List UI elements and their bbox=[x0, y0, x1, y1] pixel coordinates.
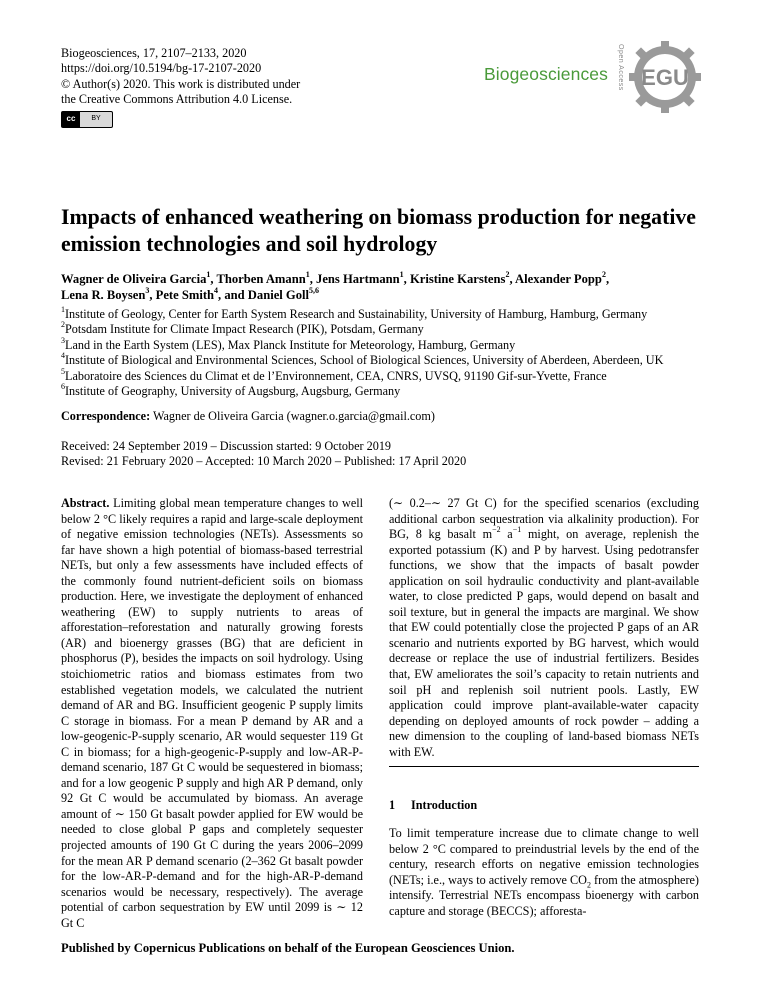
affiliation-item bbox=[61, 366, 721, 384]
author-name: Jens Hartmann bbox=[316, 272, 400, 286]
correspondence-text[interactable]: Wagner de Oliveira Garcia (wagner.o.garcia@gmail.com) bbox=[150, 409, 435, 423]
publisher-footer: Published by Copernicus Publications on behalf of the European Geosciences Union. bbox=[61, 941, 515, 955]
affiliation-text: Land in the Earth System (LES), Max Planck Institute for Meteorology, Hamburg, Germany bbox=[65, 337, 516, 352]
author-affiliation-marker: 1 bbox=[305, 269, 310, 279]
section-divider bbox=[389, 766, 699, 767]
abstract-right-column bbox=[389, 496, 699, 760]
paper-title bbox=[61, 204, 721, 258]
author-affiliation-marker: 4 bbox=[214, 285, 219, 295]
author-affiliation-marker: 1 bbox=[206, 269, 211, 279]
abstract-left-column bbox=[61, 496, 363, 931]
affiliation-item bbox=[61, 304, 721, 322]
egu-gear-logo-icon[interactable] bbox=[628, 40, 702, 114]
license-line: the Creative Commons Attribution 4.0 License. bbox=[61, 92, 293, 107]
affiliation-text: Institute of Geography, University of Augsburg, Augsburg, Germany bbox=[65, 384, 401, 399]
egu-logo-letters: EGU bbox=[641, 65, 689, 90]
abstract-text-right-b: a bbox=[500, 527, 513, 542]
affiliation-text: Laboratoire des Sciences du Climat et de l’Environnement, CEA, CNRS, UVSQ, 91190 Gif-sur-Yvette, France bbox=[65, 368, 607, 383]
affiliation-list bbox=[61, 304, 721, 399]
doi-link[interactable]: https://doi.org/10.5194/bg-17-2107-2020 bbox=[61, 61, 262, 76]
title-line-2: emission technologies and soil hydrology bbox=[61, 232, 438, 256]
journal-logo-text[interactable]: Biogeosciences bbox=[484, 64, 608, 84]
correspondence bbox=[61, 409, 435, 424]
abstract-text-right-a: (∼ 0.2–∼ 27 Gt C) for the specified scenarios (excluding additional carbon sequestration via alkalinity production). For BG, 8 kg basalt m bbox=[389, 496, 699, 542]
affiliation-text: Institute of Geology, Center for Earth System Research and Sustainability, University of Hamburg, Hamburg, Germany bbox=[65, 307, 648, 321]
publication-dates bbox=[61, 439, 466, 470]
affiliation-item bbox=[61, 322, 721, 337]
affiliation-number: 6 bbox=[61, 381, 65, 391]
author-affiliation-marker: 1 bbox=[399, 269, 404, 279]
by-icon: BY bbox=[91, 115, 101, 123]
section-heading bbox=[389, 798, 477, 813]
author-affiliation-marker: 2 bbox=[601, 269, 606, 279]
affiliation-number: 1 bbox=[61, 304, 65, 314]
cc-icon: cc bbox=[62, 112, 80, 127]
affiliation-item bbox=[61, 381, 721, 399]
dates-line-1: Received: 24 September 2019 – Discussion started: 9 October 2019 bbox=[61, 439, 392, 453]
journal-citation: Biogeosciences, 17, 2107–2133, 2020 bbox=[61, 46, 247, 60]
author-list bbox=[61, 271, 721, 303]
author-affiliation-marker: 3 bbox=[145, 285, 150, 295]
author-separator: , bbox=[210, 272, 217, 286]
title-line-1: Impacts of enhanced weathering on biomass production for negative bbox=[61, 205, 696, 229]
section-title: Introduction bbox=[411, 798, 478, 812]
author-separator: , and bbox=[218, 288, 248, 302]
affiliation-number: 4 bbox=[61, 351, 65, 361]
abstract-label: Abstract. bbox=[61, 496, 110, 510]
author-separator: , bbox=[309, 272, 317, 286]
author-separator: , bbox=[605, 272, 610, 286]
co2-subscript: 2 bbox=[586, 880, 591, 890]
author-affiliation-marker: 5,6 bbox=[309, 285, 320, 295]
affiliation-number: 2 bbox=[61, 320, 65, 330]
author-line-1 bbox=[61, 271, 721, 287]
affiliation-item bbox=[61, 335, 721, 353]
author-separator: , bbox=[509, 272, 516, 286]
author-name: Thorben Amann bbox=[216, 272, 306, 286]
affiliation-number: 5 bbox=[61, 366, 65, 376]
author-name: Wagner de Oliveira Garcia bbox=[61, 272, 207, 286]
author-name: Kristine Karstens bbox=[409, 272, 506, 286]
abstract-text-left: Limiting global mean temperature changes to well below 2 °C likely requires a rapid and large-scale deployment of negative emission technologies (NETs). Assessments so far have shown a high potential of biomass-based terrestrial NETs, but only a few assessments have included effects of the commonly found nutrient-deficient soils on biomass production. Here, we investigate the deployment of enhanced weathering (EW) to supply nutrients to areas of afforestation–reforestation and naturally growing forests (AR) and bioenergy grasses (BG) that are deficient in phosphorus (P), besides the impacts on soil hydrology. Using stoichiometric ratios and biomass estimates from two established vegetation models, we calculated the nutrient demand of AR and BG. Insufficient geogenic P supply limits C storage in biomass. For a mean P demand by AR and a low-geogenic-P-supply scenario, AR would sequester 119 Gt C in biomass; for a high-geogenic-P-supply and low-AR-P-demand scenario, 187 Gt C would be sequestered in biomass; and for a low geogenic P supply and high AR P demand, only 92 Gt C would be accumulated by biomass. An average amount of ∼ 150 Gt basalt powder applied for EW would be needed to close global P gaps and completely sequester projected amounts of 190 Gt C during the years 2006–2099 for the mean AR P demand scenario (2–362 Gt basalt powder for the low-AR-P-demand and for the high-AR-P-demand scenarios would be necessary, respectively). The average potential of carbon sequestration by EW until 2099 is ∼ 12 Gt C bbox=[61, 496, 363, 930]
author-separator: , bbox=[149, 288, 156, 302]
section-number: 1 bbox=[389, 798, 396, 812]
unit-exponent-1: −2 bbox=[492, 525, 501, 535]
affiliation-text: Institute of Biological and Environmental Sciences, School of Biological Sciences, University of Aberdeen, Aberdeen, UK bbox=[65, 353, 664, 368]
open-access-label: Open Access bbox=[617, 44, 624, 91]
author-separator: , bbox=[403, 272, 410, 286]
citation-block bbox=[61, 46, 300, 128]
introduction-text bbox=[389, 826, 699, 919]
unit-exponent-2: −1 bbox=[512, 525, 522, 535]
abstract-text-right-c: might, on average, replenish the exported potassium (K) and P by harvest. Using pedotransfer functions, we show that the impacts of basalt powder application on soil hydraulic conductivity and plant-available water, to close predicted P gaps, would depend on basalt and soil texture, but in general the impacts are marginal. We show that EW could potentially close the projected P gaps of an AR scenario and nutrients exported by BG harvest, which would decrease or replace the use of industrial fertilizers. Besides that, EW ameliorates the soil’s capacity to retain nutrients and soil pH and replenish soil nutrient pools. Lastly, EW application could improve plant-available-water capacity depending on deployed amounts of rock powder – adding a new dimension to the coupling of land-based biomass NETs with EW. bbox=[389, 527, 700, 759]
affiliation-text: Potsdam Institute for Climate Impact Research (PIK), Potsdam, Germany bbox=[65, 322, 424, 337]
affiliation-item bbox=[61, 353, 721, 368]
author-line-2 bbox=[61, 287, 721, 303]
intro-text-a: To limit temperature increase due to climate change to well below 2 °C compared to preindustrial levels by the end of the century, research efforts on negative emission technologies (NETs; i.e., ways to actively remove CO bbox=[389, 826, 699, 887]
affiliation-number: 3 bbox=[61, 335, 65, 345]
intro-text-b: from the atmosphere) intensify. Terrestrial NETs encompass bioenergy with carbon capture and storage (BECCS); afforesta- bbox=[389, 872, 699, 918]
author-name: Alexander Popp bbox=[515, 272, 602, 286]
correspondence-label: Correspondence: bbox=[61, 409, 151, 423]
author-name: Lena R. Boysen bbox=[61, 288, 146, 302]
copyright-line: © Author(s) 2020. This work is distributed under bbox=[61, 76, 301, 91]
cc-by-badge[interactable] bbox=[61, 111, 113, 128]
author-affiliation-marker: 2 bbox=[505, 269, 510, 279]
author-name: Pete Smith bbox=[155, 288, 215, 302]
author-name: Daniel Goll bbox=[247, 288, 310, 302]
dates-line-2: Revised: 21 February 2020 – Accepted: 10 March 2020 – Published: 17 April 2020 bbox=[61, 454, 467, 469]
